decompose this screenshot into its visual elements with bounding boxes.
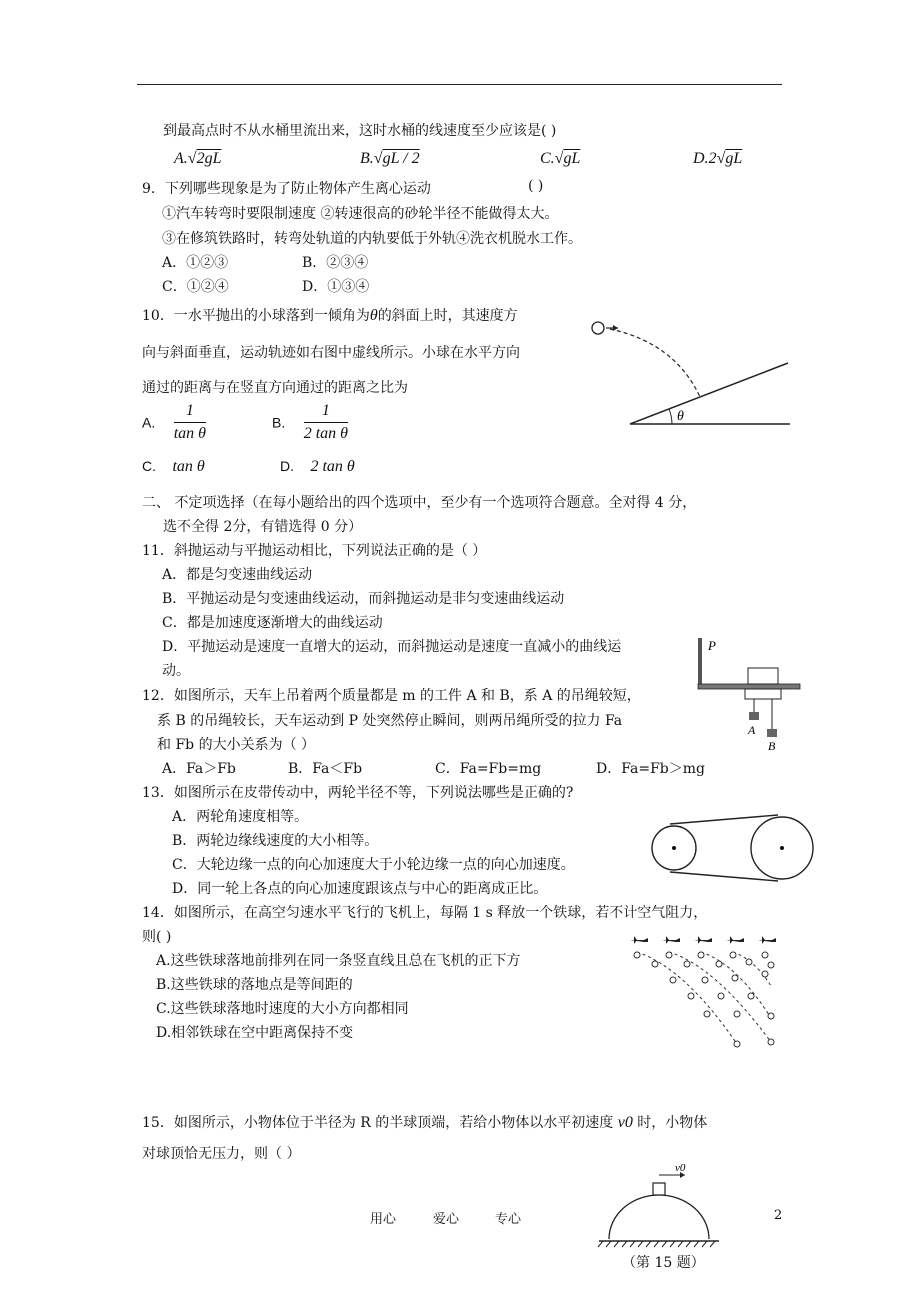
page-number: 2 <box>774 1208 783 1223</box>
q13-small-center <box>672 846 676 850</box>
q12-weight-a <box>749 712 759 720</box>
q8-tail: 到最高点时不从水桶里流出来，这时水桶的线速度至少应该是( ) <box>163 123 557 139</box>
q10-trajectory <box>610 329 700 397</box>
q10-option-a[interactable] <box>142 402 206 443</box>
q15-v0-label: v0 <box>675 1162 686 1174</box>
q12-label-a: A <box>748 723 756 737</box>
q12-option-a[interactable]: A．Fa＞Fb <box>162 761 236 777</box>
section2-heading: 二、 不定项选择（在每小题给出的四个选项中，至少有一个选项符合题意。全对得 4 分， <box>142 495 697 511</box>
q13-option-c[interactable]: C．大轮边缘一点的向心加速度大于小轮边缘一点的向心加速度。 <box>172 857 575 873</box>
q8-option-c-label: C. <box>540 150 555 167</box>
q8-option-a-label: A. <box>174 150 188 167</box>
q12-label-b: B <box>768 739 776 753</box>
q10-option-c-label: C. <box>142 458 156 474</box>
q15-line2: 对球顶恰无压力，则（ ） <box>142 1146 301 1162</box>
q10-option-a-den: tan θ <box>173 425 206 442</box>
q15-ground-hatch <box>598 1241 715 1247</box>
q12-stop-post <box>698 638 702 688</box>
q14-option-a[interactable]: A.这些铁球落地前排列在同一条竖直线且总在飞机的正下方 <box>156 953 521 969</box>
q10-angle-arc <box>669 409 672 424</box>
q15-line1-tail: 时，小物体 <box>632 1115 708 1131</box>
q13-large-center <box>780 846 784 850</box>
q9-answer-paren: ( ) <box>528 178 544 194</box>
airplane-icon <box>726 936 744 944</box>
q13-belt-top <box>670 815 778 824</box>
q10-option-b[interactable] <box>272 402 348 443</box>
q8-option-a[interactable]: A.√2gL <box>174 150 222 167</box>
q15-block <box>653 1183 665 1195</box>
q10-line1-tail: 的斜面上时，其速度方 <box>377 308 518 324</box>
q14-planes <box>630 936 776 944</box>
q12-rail <box>698 684 800 689</box>
q10-angle-label: θ <box>677 409 684 424</box>
q9-line1: ①汽车转弯时要限制速度 ②转速很高的砂轮半径不能做得太大。 <box>162 206 559 222</box>
q10-line2: 向与斜面垂直，运动轨迹如右图中虚线所示。小球在水平方向 <box>142 345 520 361</box>
q10-line3: 通过的距离与在竖直方向通过的距离之比为 <box>142 380 408 396</box>
airplane-icon <box>630 936 648 944</box>
q12-weight-b <box>767 729 777 737</box>
header-rule <box>137 84 782 85</box>
q13-stem: 13．如图所示在皮带传动中，两轮半径不等，下列说法哪些是正确的? <box>142 785 574 801</box>
q12-line3: 和 Fb 的大小关系为（ ） <box>157 737 316 753</box>
q10-slope-figure <box>580 315 790 435</box>
q10-option-d-value: 2 tan θ <box>310 458 355 475</box>
q8-option-d-label: D.2 <box>693 150 717 167</box>
airplane-icon <box>694 936 712 944</box>
q15-figure-caption: （第 15 题） <box>622 1255 705 1271</box>
q10-option-b-den: 2 tan θ <box>303 425 348 442</box>
q12-line1: 12．如图所示，天车上吊着两个质量都是 m 的工件 A 和 B，系 A 的吊绳较短， <box>142 688 641 704</box>
q12-crane-figure <box>690 636 805 756</box>
q10-option-c-value: tan θ <box>172 458 205 475</box>
q10-option-c[interactable] <box>142 458 205 476</box>
q12-trolley-base <box>745 689 781 699</box>
airplane-icon <box>758 936 776 944</box>
q15-v0: v0 <box>617 1114 633 1131</box>
q10-option-b-num: 1 <box>304 402 348 423</box>
q11-option-d-wrap: 动。 <box>162 663 190 679</box>
q14-option-c[interactable]: C.这些铁球落地时速度的大小方向都相同 <box>156 1001 409 1017</box>
q12-option-d[interactable]: D．Fa=Fb＞mg <box>596 761 705 777</box>
q10-option-a-num: 1 <box>174 402 206 423</box>
q14-line2: 则( ) <box>142 929 172 945</box>
q13-option-b[interactable]: B．两轮边缘线速度的大小相等。 <box>172 833 379 849</box>
q13-belt-figure <box>650 810 815 890</box>
q10-option-b-label: B. <box>272 414 286 431</box>
q8-option-b[interactable]: B.√gL / 2 <box>360 150 420 167</box>
q11-stem: 11．斜抛运动与平抛运动相比，下列说法正确的是（ ） <box>142 543 487 559</box>
q9-stem: 9．下列哪些现象是为了防止物体产生离心运动 <box>142 181 431 197</box>
q9-option-a[interactable]: A．①②③ <box>162 255 229 271</box>
q8-option-b-label: B. <box>360 150 374 167</box>
q10-incline-line <box>630 363 788 424</box>
q10-theta: θ <box>369 307 378 324</box>
q13-belt-bottom <box>670 872 778 881</box>
section2-heading-cont: 选不全得 2分，有错选得 0 分） <box>163 519 363 535</box>
q10-line1-text: 10．一水平抛出的小球落到一倾角为 <box>142 308 370 324</box>
q10-line1 <box>142 305 518 325</box>
footer-middle: 爱心 <box>433 1212 460 1227</box>
q14-option-d[interactable]: D.相邻铁球在空中距离保持不变 <box>156 1025 354 1041</box>
q8-option-b-expr: gL / 2 <box>382 150 420 167</box>
q11-option-d[interactable]: D．平抛运动是速度一直增大的运动，而斜抛运动是速度一直减小的曲线运 <box>162 639 622 655</box>
q11-option-c[interactable]: C．都是加速度逐渐增大的曲线运动 <box>162 615 383 631</box>
q14-line1: 14．如图所示，在高空匀速水平飞行的飞机上，每隔 1 s 释放一个铁球，若不计空气阻力， <box>142 905 708 921</box>
q9-option-b[interactable]: B．②③④ <box>302 255 369 271</box>
footer-right: 专心 <box>495 1212 522 1227</box>
q8-option-d-expr: gL <box>725 150 743 167</box>
q8-option-d[interactable]: D.2√gL <box>693 150 743 167</box>
q9-line2: ③在修筑铁路时，转弯处轨道的内轨要低于外轨④洗衣机脱水工作。 <box>162 231 582 247</box>
q15-hemisphere <box>609 1195 709 1239</box>
q14-planes-figure <box>625 930 790 1055</box>
q14-option-b[interactable]: B.这些铁球的落地点是等间距的 <box>156 977 353 993</box>
q8-option-c-expr: gL <box>563 150 581 167</box>
q8-option-a-expr: 2gL <box>196 150 222 167</box>
q12-line2: 系 B 的吊绳较长，天车运动到 P 处突然停止瞬间，则两吊绳所受的拉力 Fa <box>157 713 623 729</box>
q12-option-c[interactable]: C．Fa=Fb=mg <box>435 761 542 777</box>
q12-label-p: P <box>708 638 716 653</box>
q8-option-c[interactable]: C.√gL <box>540 150 581 167</box>
q12-option-b[interactable]: B．Fa＜Fb <box>288 761 363 777</box>
q10-option-d[interactable] <box>280 458 355 476</box>
q15-line1 <box>142 1112 707 1132</box>
q10-ball <box>592 322 604 334</box>
airplane-icon <box>662 936 680 944</box>
q13-option-d[interactable]: D．同一轮上各点的向心加速度跟该点与中心的距离成正比。 <box>172 881 548 897</box>
q11-option-a[interactable]: A．都是匀变速曲线运动 <box>162 567 313 583</box>
q15-line1-text: 15．如图所示，小物体位于半径为 R 的半球顶端，若给小物体以水平初速度 <box>142 1115 618 1131</box>
q10-option-d-label: D. <box>280 458 294 474</box>
q13-option-a[interactable]: A．两轮角速度相等。 <box>172 809 309 825</box>
footer-left: 用心 <box>370 1212 397 1227</box>
q9-option-c[interactable]: C．①②④ <box>162 279 229 295</box>
q14-balls <box>634 952 774 1047</box>
q12-trolley <box>748 668 778 684</box>
q10-option-a-label: A. <box>142 414 156 431</box>
q11-option-b[interactable]: B．平抛运动是匀变速曲线运动，而斜抛运动是非匀变速曲线运动 <box>162 591 565 607</box>
q9-option-d[interactable]: D．①③④ <box>302 279 370 295</box>
